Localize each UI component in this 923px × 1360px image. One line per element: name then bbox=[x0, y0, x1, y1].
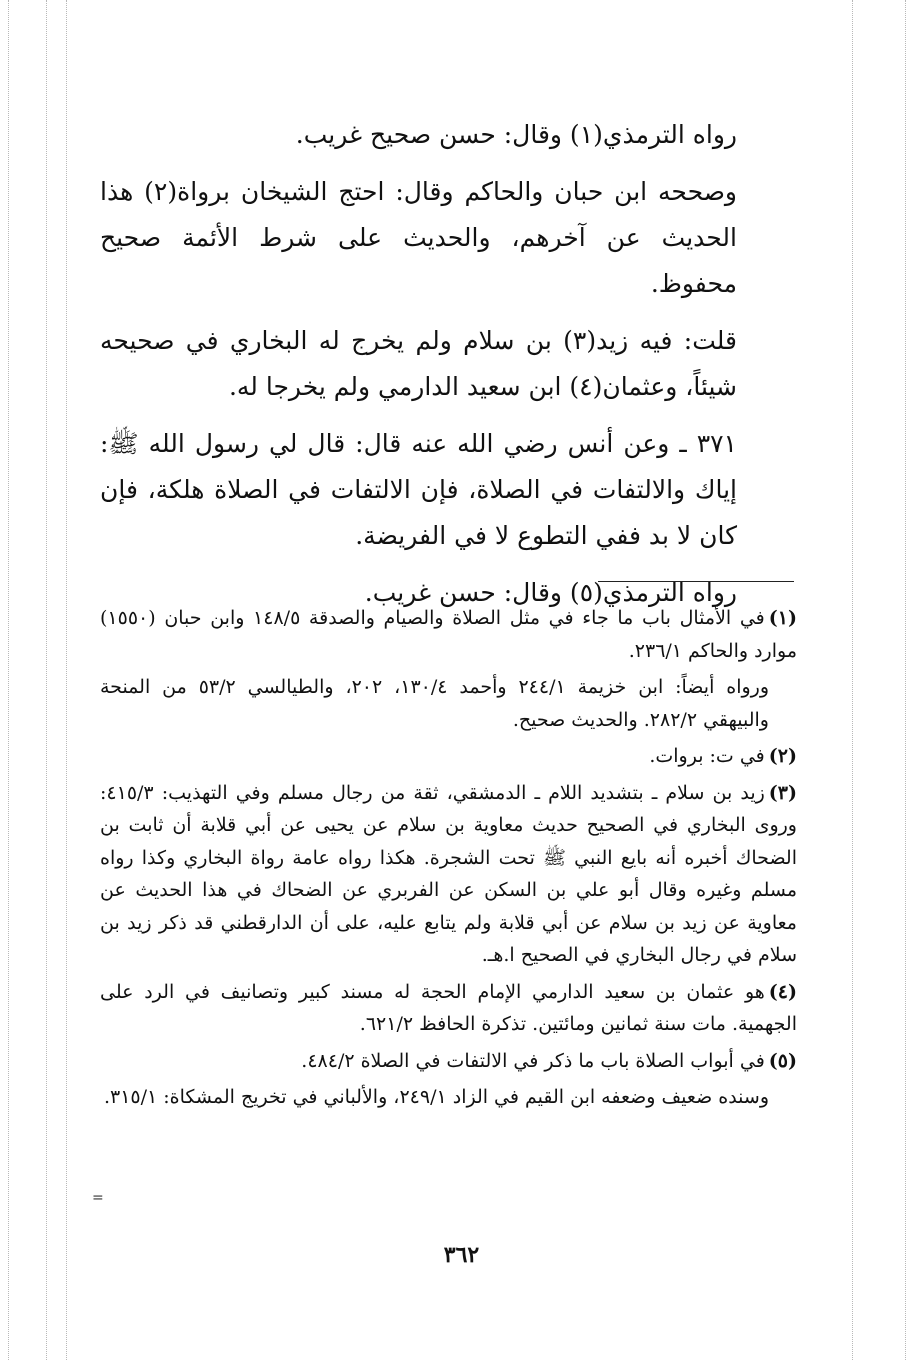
commentary-paragraph: قلت: فيه زيد(٣) بن سلام ولم يخرج له البخاري في صحيحه شيئاً، وعثمان(٤) ابن سعيد الدارمي ولم يخرجا له. bbox=[100, 326, 737, 401]
scan-artifact-line bbox=[46, 0, 47, 1360]
footnote-3 bbox=[100, 777, 797, 972]
main-text bbox=[100, 112, 795, 627]
footnote-text: ورواه أيضاً: ابن خزيمة ٢٤٤/١ وأحمد ١٣٠/٤، ٢٠٢، والطيالسي ٥٣/٢ من المنحة والبيهقي ٢٨٢/٢. والحديث صحيح. bbox=[100, 676, 770, 731]
page-number: ٣٦٢ bbox=[443, 1242, 480, 1268]
footnote-text: في الأمثال باب ما جاء في مثل الصلاة والصيام والصدقة ١٤٨/٥ وابن حبان (١٥٥٠) موارد والحاكم ٢٣٦/١. bbox=[100, 607, 797, 662]
scan-artifact-line bbox=[852, 0, 853, 1360]
footnote-1-continuation bbox=[100, 671, 797, 736]
footnote-1 bbox=[100, 602, 797, 667]
footnote-2 bbox=[100, 740, 797, 773]
narration-paragraph-2: وصححه ابن حبان والحاكم وقال: احتج الشيخان برواة(٢) هذا الحديث عن آخرهم، والحديث على شرط الأئمة صحيح محفوظ. bbox=[100, 177, 738, 298]
footnote-separator bbox=[598, 581, 794, 582]
hadith-371: ٣٧١ ـ وعن أنس رضي الله عنه قال: قال لي رسول الله ﷺ: إياك والالتفات في الصلاة، فإن الالتفات في الصلاة هلكة، فإن كان لا بد ففي التطوع لا في الفريضة. bbox=[100, 429, 737, 550]
margin-mark: = bbox=[92, 1190, 104, 1206]
footnote-5 bbox=[100, 1045, 797, 1078]
footnote-text: هو عثمان بن سعيد الدارمي الإمام الحجة له مسند كبير وتصانيف في الرد على الجهمية. مات سنة ثمانين ومائتين. تذكرة الحافظ ٦٢١/٢. bbox=[100, 980, 797, 1035]
narration-paragraph-1: رواه الترمذي(١) وقال: حسن صحيح غريب. bbox=[295, 120, 737, 149]
footnote-number: (٣) bbox=[768, 781, 797, 804]
footnote-5-continuation bbox=[100, 1081, 797, 1114]
narration-paragraph-5: رواه الترمذي(٥) وقال: حسن غريب. bbox=[364, 578, 737, 607]
footnote-4 bbox=[100, 976, 797, 1041]
footnote-text: في ت: بروات. bbox=[649, 745, 765, 767]
footnote-number: (٤) bbox=[768, 980, 797, 1003]
footnote-number: (٢) bbox=[768, 745, 797, 767]
footnote-number: (١) bbox=[768, 607, 797, 629]
scan-artifact-line bbox=[8, 0, 9, 1360]
scan-artifact-line bbox=[905, 0, 906, 1360]
footnote-text: وسنده ضعيف وضعفه ابن القيم في الزاد ٢٤٩/١، والألباني في تخريج المشكاة: ٣١٥/١. bbox=[103, 1086, 769, 1108]
footnotes bbox=[100, 602, 797, 1118]
footnote-number: (٥) bbox=[768, 1049, 797, 1072]
footnote-text: زيد بن سلام ـ بتشديد اللام ـ الدمشقي، ثقة من رجال مسلم وفي التهذيب: ٤١٥/٣: وروى البخاري في الصحيح حديث معاوية بن سلام عن يحيى عن أبي قلابة أن ثابت بن الضحاك أخبره أنه بايع النبي ﷺ تحت الشجرة. هكذا رواه عامة رواة البخاري وكذا رواه مسلم وغيره وقال أبو علي بن السكن عن الفربري عن الضحاك في هذا الحديث عن معاوية عن زيد بن سلام عن أبي قلابة ولم يتابع عليه، على أن الدارقطني قد ذكر زيد بن سلام في رجال البخاري في الصحيح ا.هـ. bbox=[100, 781, 797, 966]
scan-artifact-line bbox=[66, 0, 67, 1360]
footnote-text: في أبواب الصلاة باب ما ذكر في الالتفات في الصلاة ٤٨٤/٢. bbox=[301, 1049, 765, 1072]
